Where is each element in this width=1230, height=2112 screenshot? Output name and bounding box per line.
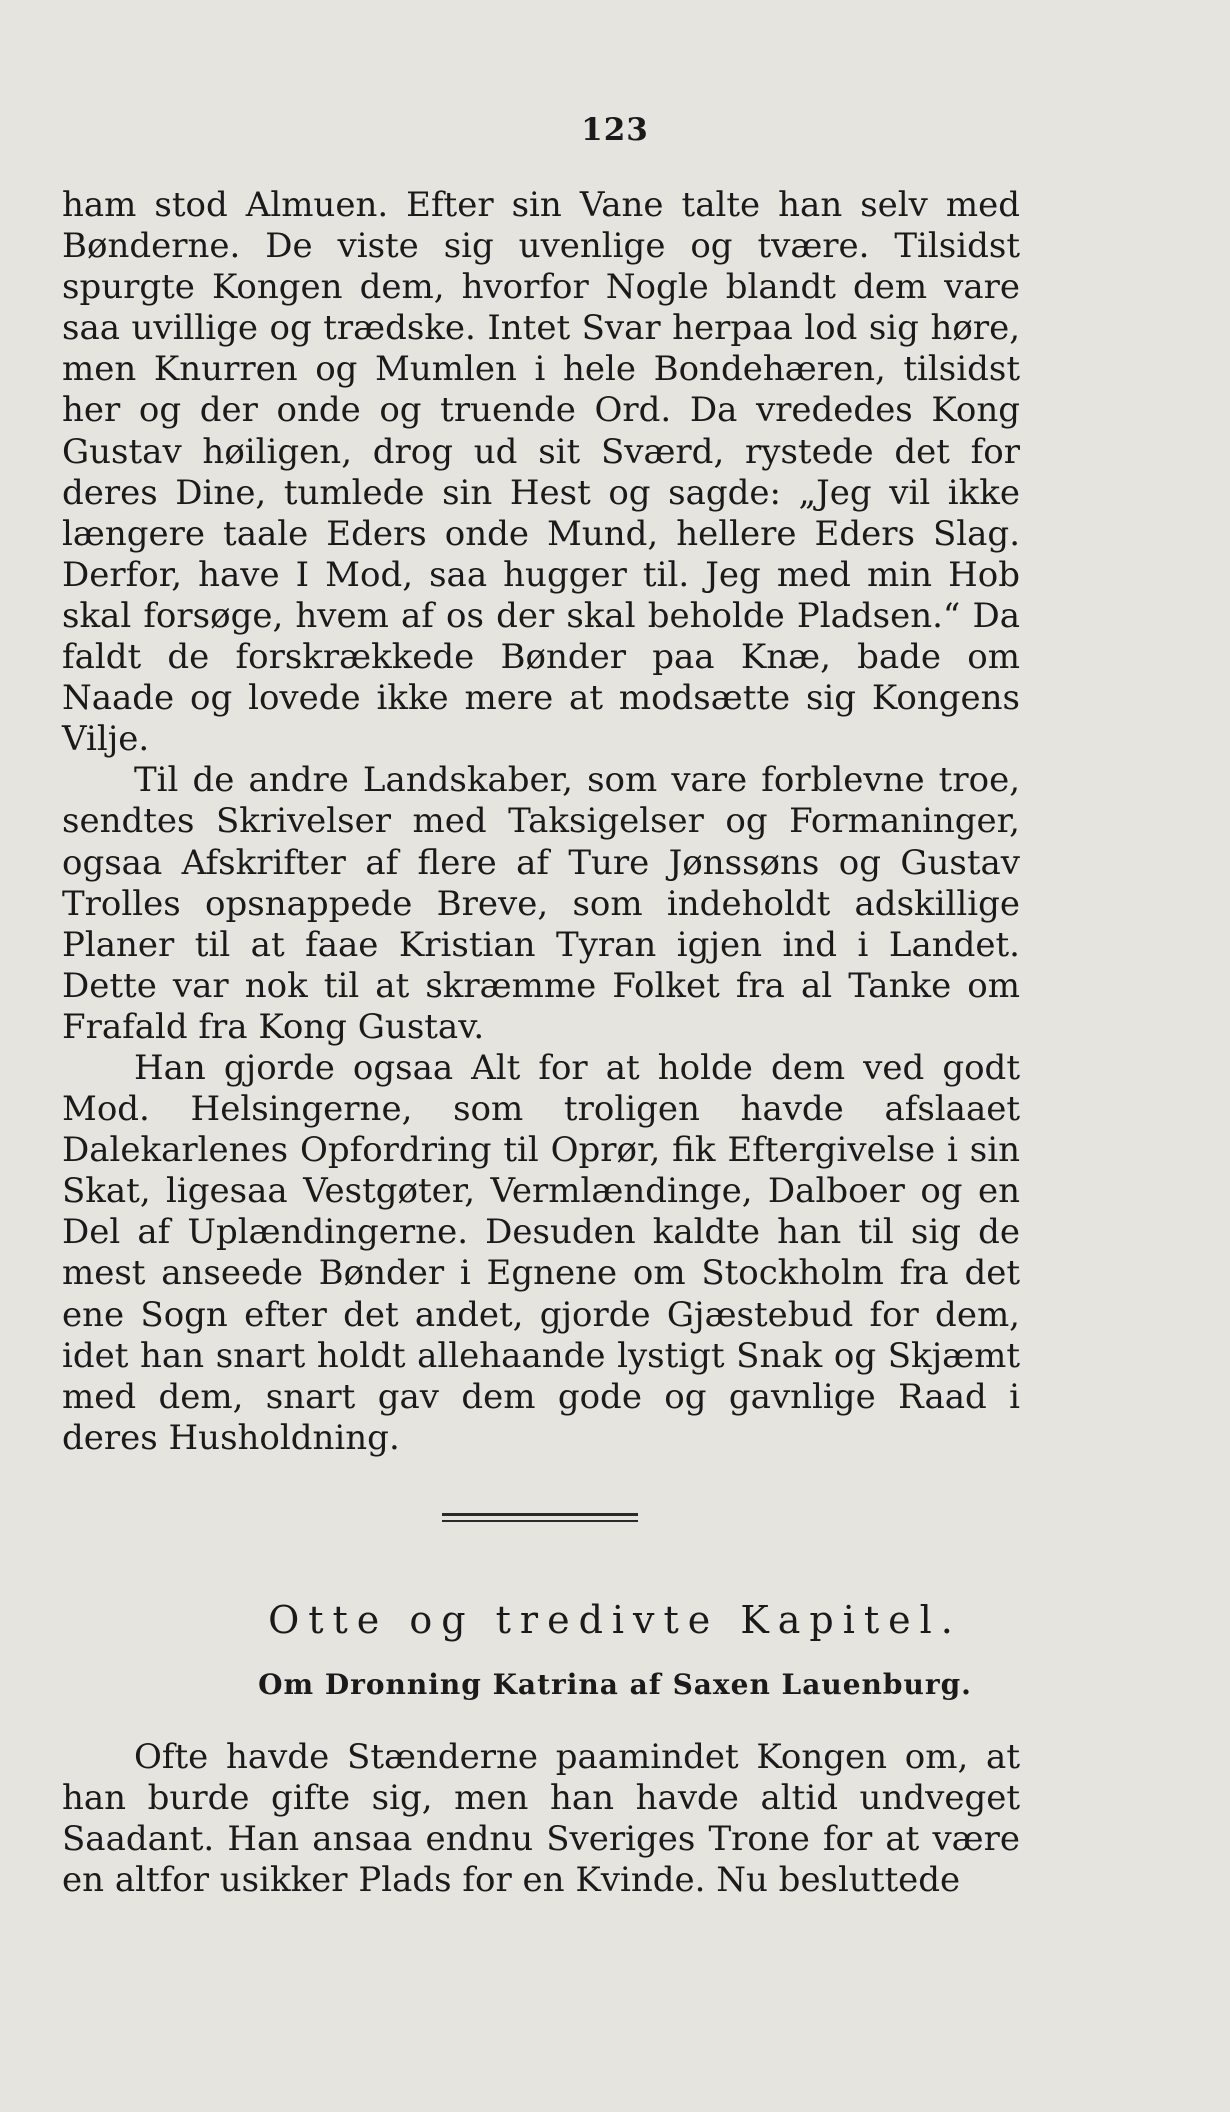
paragraph-3: Han gjorde ogsaa Alt for at holde dem ved godt Mod. Helsingerne, som troligen havde afslaaet Dalekarlenes Opfordring til Oprør, fik Eftergivelse i sin Skat, ligesaa Vestgøter, Vermlændinge, Dalboer og en Del af Uplændingerne. Desuden kaldte han til sig de mest anseede Bønder i Egnene om Stockholm fra det ene Sogn efter det andet, gjorde Gjæstebud for dem, idet han snart holdt allehaande lystigt Snak og Skjæmt med dem, snart gav dem gode og gavnlige Raad i deres Husholdning. [62, 1047, 1020, 1458]
paragraph-4: Ofte havde Stænderne paamindet Kongen om, at han burde gifte sig, men han havde altid undveget Saadant. Han ansaa endnu Sveriges Trone for at være en altfor usikker Plads for en Kvinde. Nu besluttede [62, 1737, 1020, 1901]
divider-line [442, 1520, 638, 1522]
body-text-bottom [62, 1737, 1020, 1901]
chapter-title: Otte og tredivte Kapitel. [268, 1598, 962, 1642]
body-text-top [62, 185, 1020, 1459]
divider-line [442, 1513, 638, 1516]
chapter-divider-rule [442, 1513, 638, 1526]
page-number: 123 [581, 112, 649, 148]
chapter-subtitle: Om Dronning Katrina af Saxen Lauenburg. [258, 1668, 972, 1701]
paragraph-2: Til de andre Landskaber, som vare forblevne troe, sendtes Skrivelser med Taksigelser og Formaninger, ogsaa Afskrifter af flere af Ture Jønssøns og Gustav Trolles opsnappede Breve, som indeholdt adskillige Planer til at faae Kristian Tyran igjen ind i Landet. Dette var nok til at skræmme Folket fra al Tanke om Frafald fra Kong Gustav. [62, 760, 1020, 1047]
paragraph-1: ham stod Almuen. Efter sin Vane talte han selv med Bønderne. De viste sig uvenlige og tvære. Tilsidst spurgte Kongen dem, hvorfor Nogle blandt dem vare saa uvillige og trædske. Intet Svar herpaa lod sig høre, men Knurren og Mumlen i hele Bondehæren, tilsidst her og der onde og truende Ord. Da vrededes Kong Gustav høiligen, drog ud sit Sværd, rystede det for deres Dine, tumlede sin Hest og sagde: „Jeg vil ikke længere taale Eders onde Mund, hellere Eders Slag. Derfor, have I Mod, saa hugger til. Jeg med min Hob skal forsøge, hvem af os der skal beholde Pladsen.“ Da faldt de forskrækkede Bønder paa Knæ, bade om Naade og lovede ikke mere at modsætte sig Kongens Vilje. [62, 185, 1020, 760]
